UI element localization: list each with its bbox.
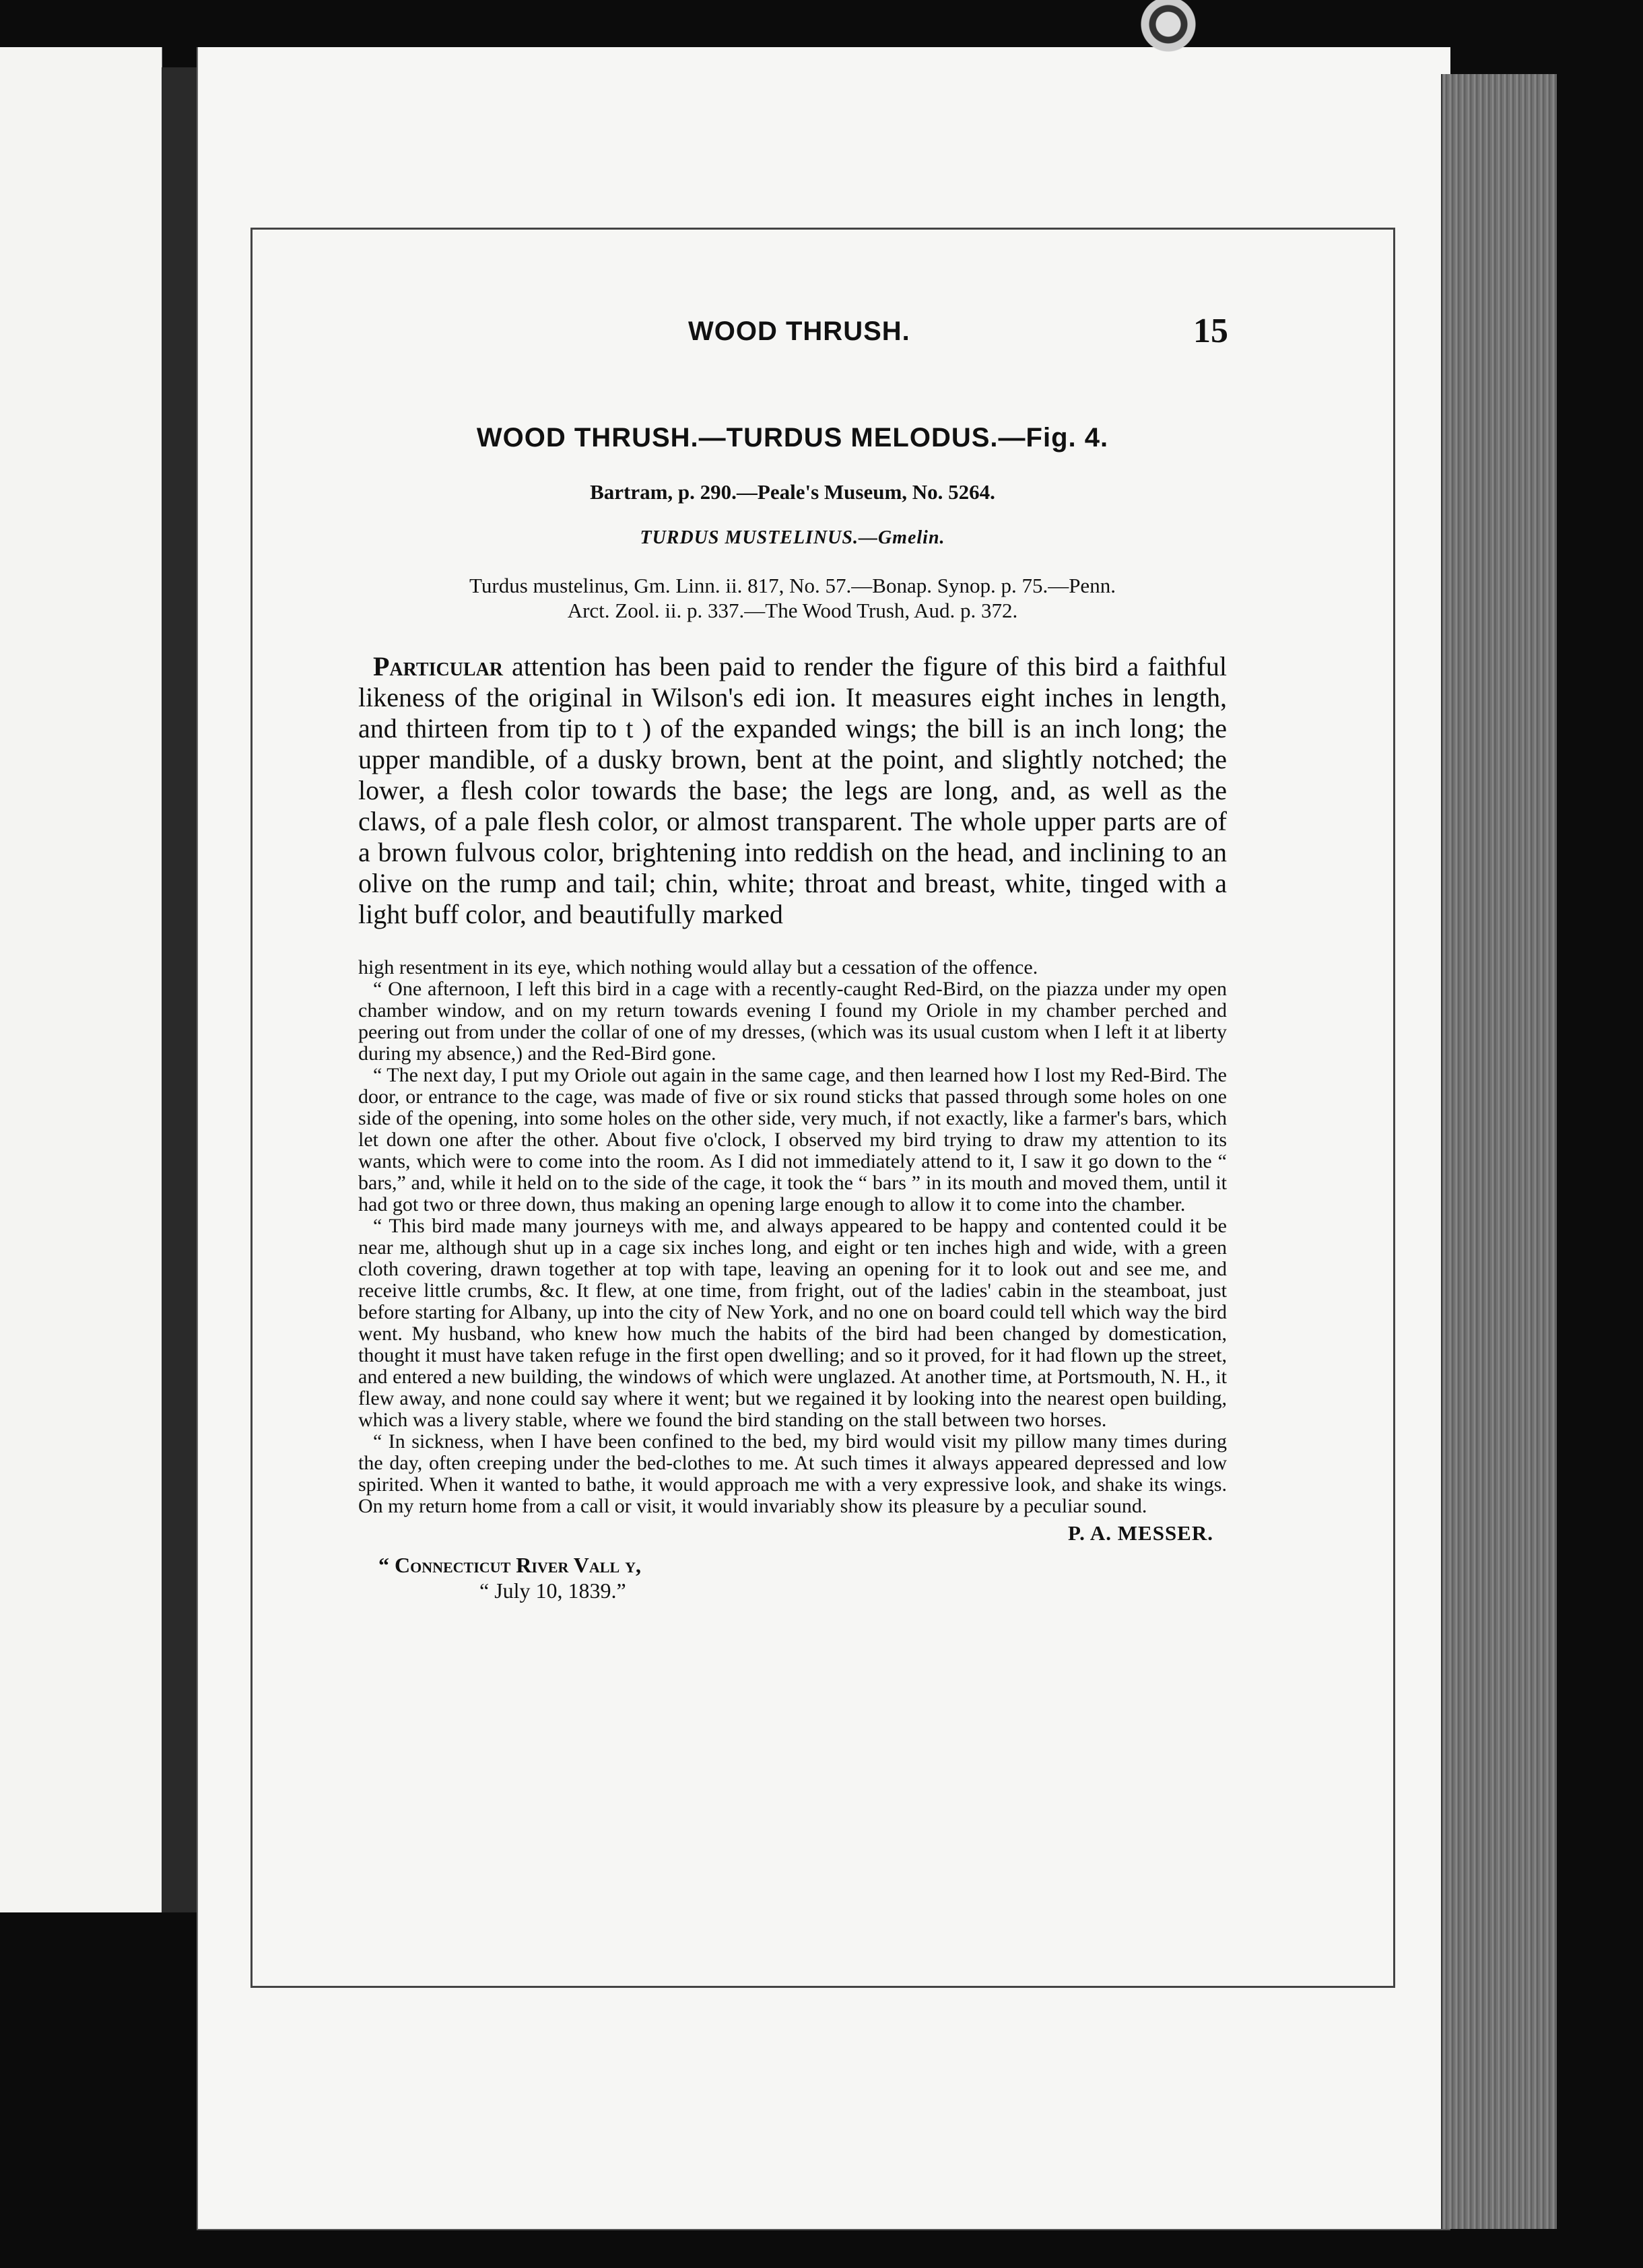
page-text-block — [358, 310, 1227, 1603]
references-line-2: Arct. Zool. ii. p. 337.—The Wood Trush, Aud. p. 372. — [567, 599, 1018, 622]
running-title: WOOD THRUSH. — [688, 316, 910, 346]
letter-paragraph-2: “ One afternoon, I left this bird in a cage with a recently-caught Red-Bird, on the piazza under my open chamber window, and on my return towards evening I found my Oriole in my chamber perched and peering out from under the collar of one of my dresses, (which was its usual custom when I left it at liberty during my absence,) and the Red-Bird gone. — [358, 978, 1227, 1065]
letter-paragraph-3: “ The next day, I put my Oriole out again in the same cage, and then learned how I lost my Red-Bird. The door, or entrance to the cage, was made of five or six round sticks that passed through some holes on one side of the opening, into some holes on the other side, very much, if not exactly, like a farmer's bars, which let down one after the other. About five o'clock, I observed my bird trying to draw my attention to its wants, which were to come into the room. As I did not immediately attend to it, I saw it go down to the “ bars,” and, while it held on to the side of the cage, it took the “ bars ” in its mouth and moved them, until it had got two or three down, thus making an opening large enough to allow it to come into the chamber. — [358, 1064, 1227, 1215]
synonym-line: TURDUS MUSTELINUS.—Gmelin. — [640, 527, 945, 548]
source-line: Bartram, p. 290.—Peale's Museum, No. 5264. — [590, 480, 995, 504]
dateline — [378, 1552, 1227, 1603]
references — [358, 573, 1227, 623]
references-line-1: Turdus mustelinus, Gm. Linn. ii. 817, No. 57.—Bonap. Synop. p. 75.—Penn. — [469, 574, 1116, 597]
dateline-date: “ July 10, 1839.” — [479, 1578, 626, 1603]
dateline-place: “ Connecticut River Vall y, — [378, 1553, 642, 1577]
book-gutter — [162, 67, 197, 1912]
letter-text — [358, 957, 1227, 1517]
scan-ornament — [1121, 0, 1215, 54]
lead-word: Particular — [373, 651, 504, 681]
letter-paragraph-5: “ In sickness, when I have been confined to the bed, my bird would visit my pillow many times during the day, often creeping under the bed-clothes to me. At such times it always appeared depressed and low spirited. When it wanted to bathe, it would approach me with a very expressive look, and shake its wings. On my return home from a call or visit, it would invariably show its pleasure by a peculiar sound. — [358, 1430, 1227, 1517]
signature: P. A. MESSER. — [1068, 1521, 1213, 1545]
description-paragraph — [358, 651, 1227, 930]
facing-page — [0, 47, 162, 1912]
page-edges — [1441, 74, 1557, 2229]
article-title: WOOD THRUSH.—TURDUS MELODUS.—Fig. 4. — [476, 423, 1109, 453]
description-text: attention has been paid to render the figure of this bird a faithful likeness of the original in Wilson's edi ion. It measures eight inches in length, and thirteen from tip to t ) of the expanded wings; the bill is an inch long; the upper mandible, of a dusky brown, bent at the point, and slightly notched; the lower, a flesh color towards the base; the legs are long, and, as well as the claws, of a pale flesh color, or almost transparent. The whole upper parts are of a brown fulvous color, brightening into reddish on the head, and inclining to an olive on the rump and tail; chin, white; throat and breast, white, tinged with a light buff color, and beautifully marked — [358, 651, 1228, 929]
letter-paragraph-4: “ This bird made many journeys with me, and always appeared to be happy and contented could it be near me, although shut up in a cage six inches long, and eight or ten inches high and wide, with a green cloth covering, drawn together at top with tape, leaving an opening for it to look out and see me, and receive little crumbs, &c. It flew, at one time, from fright, out of the ladies' cabin in the steamboat, just before starting for Albany, up into the city of New York, and no one on board could tell which way the bird went. My husband, who knew how much the habits of the bird had been changed by domestication, thought it must have taken refuge in the first open dwelling; and so it proved, for it had flown up the street, and entered a new building, the windows of which were unglazed. At another time, at Portsmouth, N. H., it flew away, and none could say where it went; but we regained it by looking into the nearest open building, which was a livery stable, where we found the bird standing on the stall between two horses. — [358, 1215, 1227, 1431]
letter-paragraph-1: high resentment in its eye, which nothing would allay but a cessation of the offence. — [358, 956, 1038, 978]
running-head — [358, 310, 1227, 364]
page-number: 15 — [1193, 312, 1228, 350]
